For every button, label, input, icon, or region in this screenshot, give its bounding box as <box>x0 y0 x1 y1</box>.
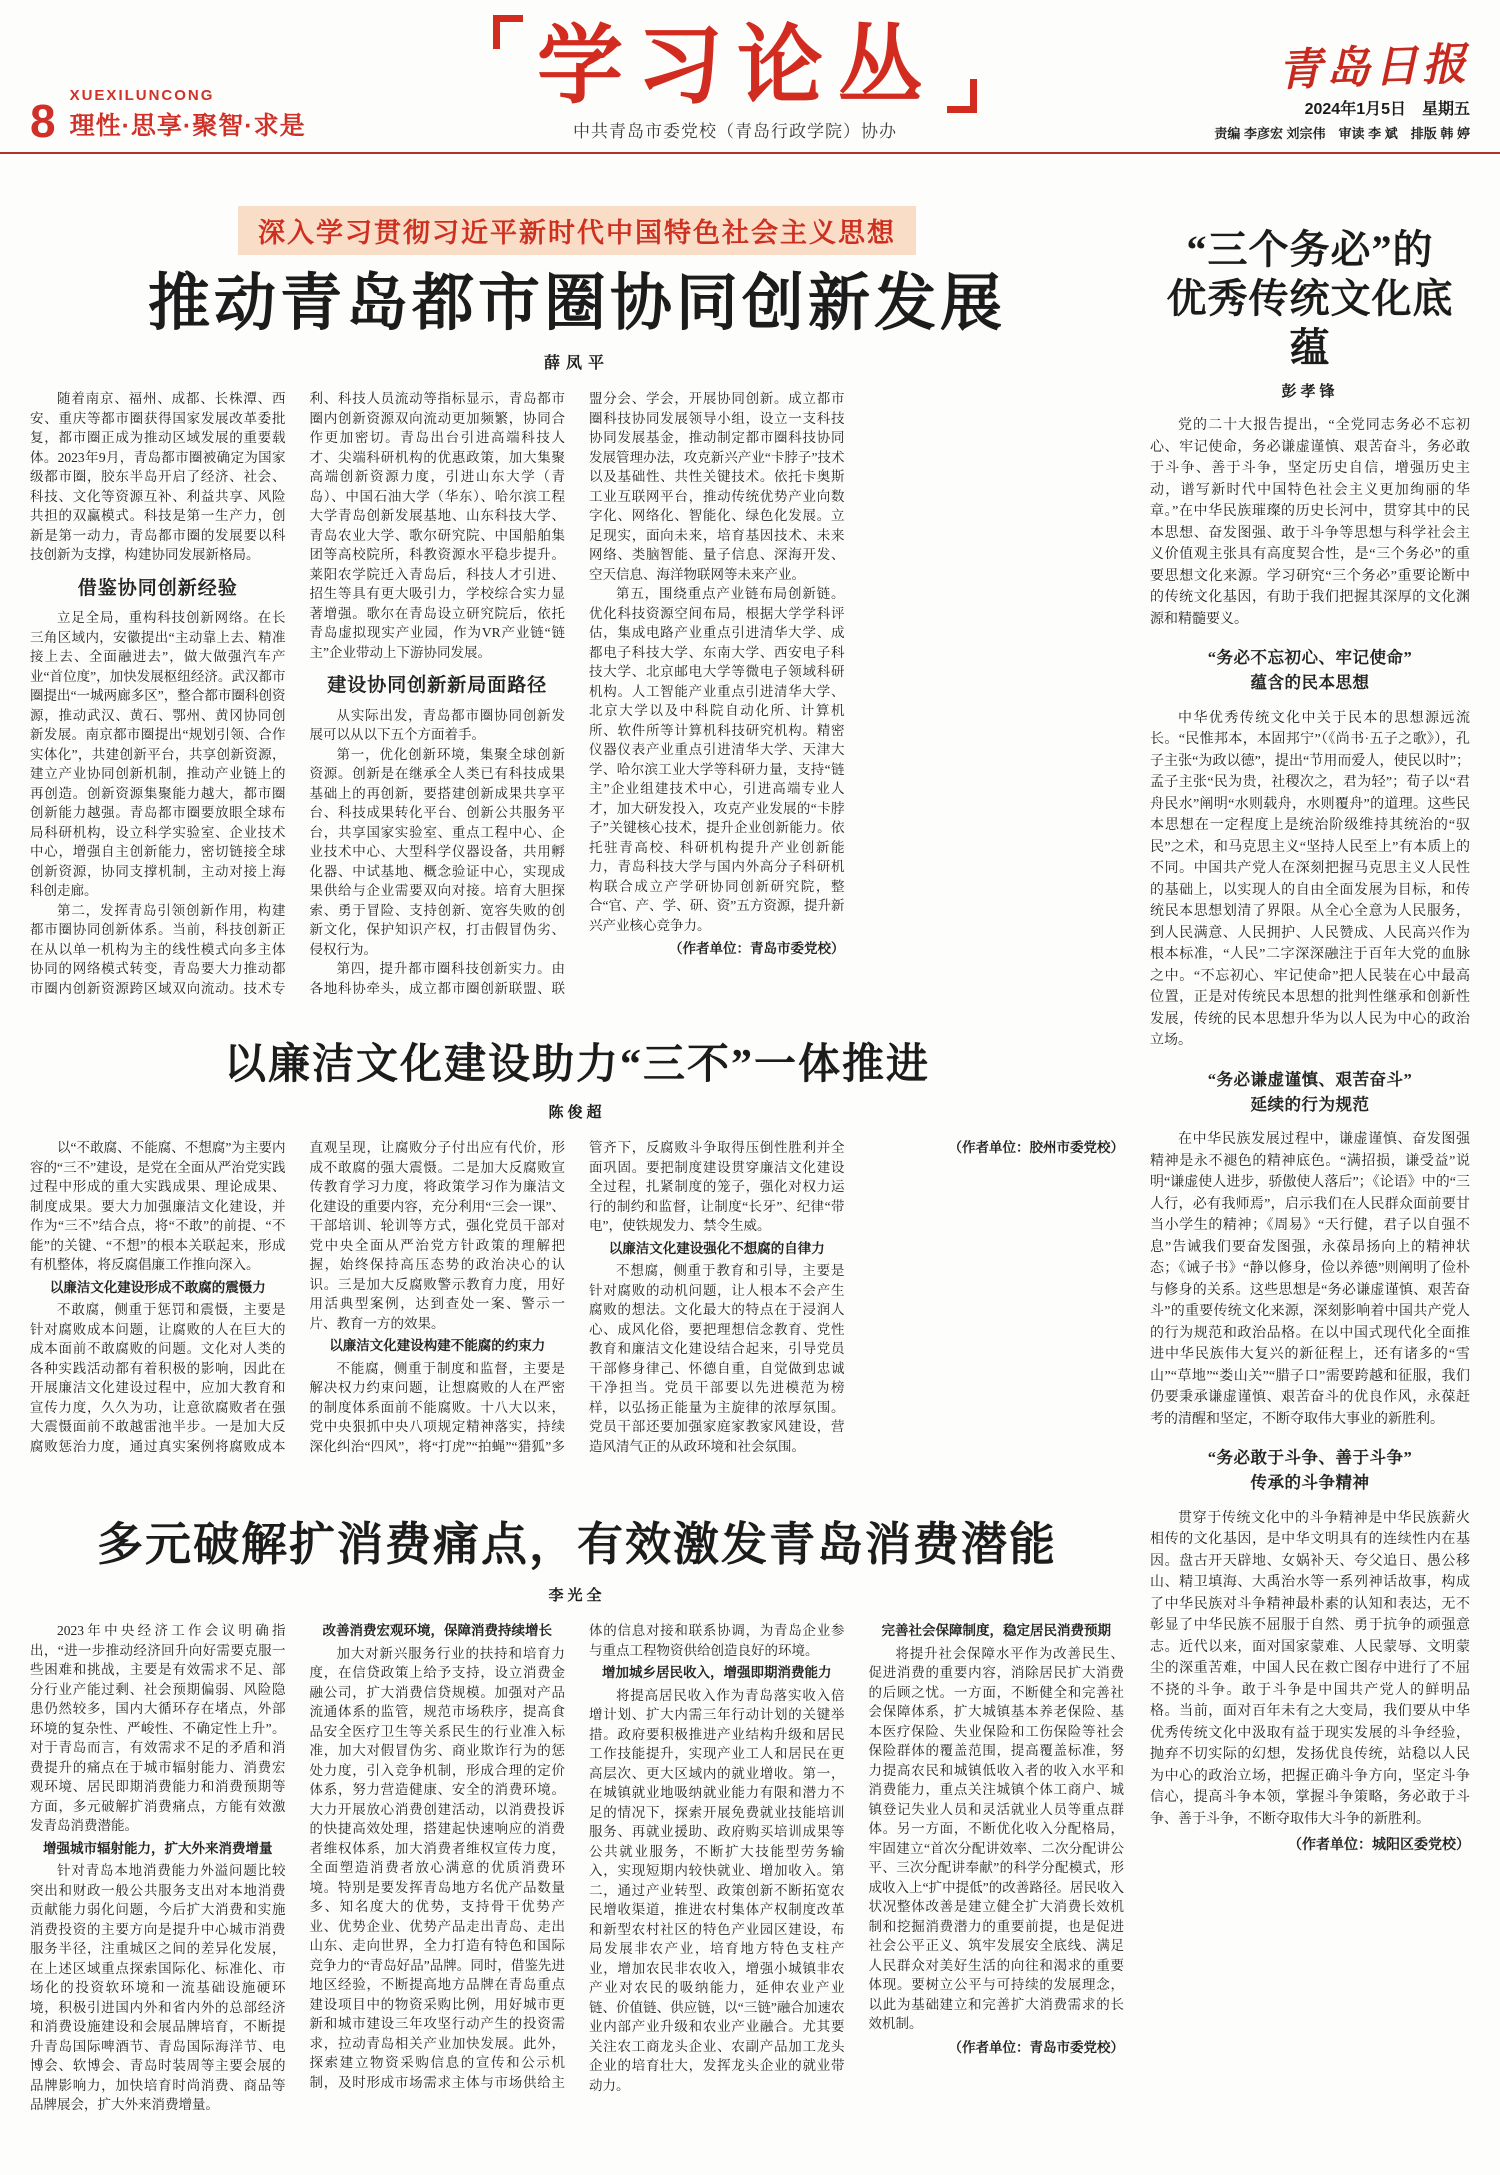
author-attribution: （作者单位：青岛市委党校） <box>948 2039 1124 2055</box>
body-paragraph: 以“不敢腐、不能腐、不想腐”为主要内容的“三不”建设，是党在全面从严治党实践过程中形成的重大实践成果、理论成果、制度成果。要大力加强廉洁文化建设，并作为“三不”结合点，将“不敢”的前提、“不能”的关键、“不想”的根本关联起来，形成有机整体，将反腐倡廉工作推向深入。 <box>30 1140 286 1273</box>
article-byline: 薛凤平 <box>543 355 610 373</box>
article-headline: 多元破解扩消费痛点，有效激发青岛消费潜能 <box>97 1519 1057 1571</box>
page-body <box>0 154 1500 2175</box>
corner-bracket-icon <box>947 79 977 113</box>
page-number: 8 <box>30 94 56 147</box>
section-title: 学习论丛 <box>493 15 977 113</box>
section-pinyin: XUEXILUNCONG <box>69 87 215 104</box>
sidebar-article-three-musts <box>1150 226 1470 2175</box>
headline-line: 优秀传统文化底蕴 <box>1166 275 1454 370</box>
editors-line: 责编 李彦宏 刘宗伟 审读 李 斌 排版 韩 婷 <box>1214 126 1470 141</box>
section-motto: 理性·思享·聚智·求是 <box>69 112 306 140</box>
author-attribution: （作者单位：城阳区委党校） <box>1288 1836 1470 1853</box>
article-metropolitan-innovation <box>30 206 1124 1001</box>
body-paragraph: 2023年中央经济工作会议明确指出，“进一步推动经济回升向好需要克服一些困难和挑战，主要是有效需求不足、部分行业产能过剩、社会预期偏弱、风险隐患仍然较多，国内大循环存在堵点，外部环境的复杂性、严峻性、不确定性上升”。对于青岛而言，有效需求不足的矛盾和消费提升的痛点在于城市辐射能力、消费宏观环境、居民即期消费能力和消费预期等方面，多元破解扩消费痛点，方能有效激发青岛消费潜能。 <box>30 1623 286 1834</box>
body-paragraph: 随着南京、福州、成都、长株潭、西安、重庆等都市圈获得国家发展改革委批复，都市圈正成为推动区域发展的重要载体。2023年9月，青岛都市圈被确定为国家级都市圈，胶东半岛开启了经济、社会、科技、文化等资源互补、利益共享、风险共担的双赢模式。科技是第一生产力，创新是第一动力，青岛都市圈的发展要以科技创新为支撑，构建协同发展新格局。 <box>30 391 286 563</box>
body-paragraph: 第五，围绕重点产业链布局创新链。优化科技资源空间布局，根据大学学科评估，集成电路产业重点引进清华大学、成都电子科技大学、东南大学、西安电子科技大学、北京邮电大学等微电子领域科研机构。人工智能产业重点引进清华大学、北京大学以及中科院自动化所、计算机所、软件所等计算机科技研究机构。精密仪器仪表产业重点引进清华大学、天津大学、哈尔滨工业大学等科研力量，支持“链主”企业组建技术中心，引进高端专业人才，加大研发投入，攻克产业发展的“卡脖子”关键核心技术，提升企业创新能力。依托驻青高校、科研机构提升产业创新能力，青岛科技大学与国内外高分子科研机构联合成立产学研协同创新研究院，整合“官、产、学、研、资”五方资源，提升新兴产业核心竞争力。 <box>589 586 845 933</box>
section-subhead: 增强城市辐射能力，扩大外来消费增量 <box>43 1840 273 1856</box>
body-paragraph: 在中华民族发展过程中，谦虚谨慎、奋发图强精神是永不褪色的精神底色。“满招损，谦受益”说明“谦虚使人进步，骄傲使人落后”；《论语》中的“三人行，必有我师焉”，启示我们在人民群众面前要甘当小学生的精神；《周易》“天行健，君子以自强不息”告诫我们要奋发图强，永葆昂扬向上的精神状态；《诫子书》“静以修身，俭以养德”则阐明了俭朴与修身的关系。这些思想是“务必谦虚谨慎、艰苦奋斗”的重要传统文化来源，深刻影响着中国共产党人的行为规范和政治品格。在以中国式现代化全面推进中华民族伟大复兴的新征程上，还有诸多的“雪山”“草地”“娄山关”“腊子口”需要跨越和征服，我们仍要秉承谦虚谨慎、艰苦奋斗的优良作风，永葆赶考的清醒和坚定，不断夺取伟大事业的新胜利。 <box>1150 1132 1470 1427</box>
body-paragraph: 不想腐，侧重于教育和引导，主要是针对腐败的动机问题，让人根本不会产生腐败的想法。文化最大的特点在于浸润人心、成风化俗，要把理想信念教育、党性教育和廉洁文化建设结合起来，引导党员干部修身律己、怀德自重，自觉做到忠诚干净担当。党员干部要以先进模范为榜样，以弘扬正能量为主旋律的浓厚氛围。党员干部还要加强家庭家教家风建设，营造风清气正的从政环境和社会氛围。 <box>589 1263 845 1454</box>
author-attribution: （作者单位：青岛市委党校） <box>669 941 845 957</box>
corner-bracket-icon <box>493 15 523 49</box>
article-body <box>30 389 1124 1001</box>
section-subhead: 增加城乡居民收入，增强即期消费能力 <box>602 1665 832 1681</box>
body-paragraph: 立足全局，重构科技创新网络。在长三角区域内，安徽提出“主动靠上去、精准接上去、全面融进去”，做大做强汽车产业“首位度”，加快发展枢纽经济。武汉都市圈提出“一城两廊多区”，整合都市圈科创资源，推动武汉、黄石、鄂州、黄冈协同创新发展。南京都市圈提出“规划引领、合作实体化”，共建创新平台，共享创新资源，建立产业协同创新机制，推动产业链上的再创造。创新资源集聚能力越大，都市圈创新能力越强。青岛都市圈要放眼全球布局科研机构，设立科学实验室、企业技术中心，增强自主创新能力，密切链接全球创新资源，协同支撑机制，主动对接上海科创走廊。 <box>30 610 286 899</box>
date-line: 2024年1月5日 星期五 <box>1304 101 1470 118</box>
section-subhead: 以廉洁文化建设形成不敢腐的震慑力 <box>49 1279 266 1295</box>
section-subhead: 以廉洁文化建设强化不想腐的自律力 <box>608 1240 825 1256</box>
author-attribution: （作者单位：胶州市委党校） <box>948 1140 1124 1156</box>
body-paragraph: 将提升社会保障水平作为改善民生、促进消费的重要内容，消除居民扩大消费的后顾之忧。一方面，不断健全和完善社会保障体系，扩大城镇基本养老保险、基本医疗保险、失业保险和工伤保险等社会保险群体的覆盖范围，提高覆盖标准，努力提高农民和城镇低收入者的收入水平和消费能力，重点关注城镇个体工商户、城镇登记失业人员和灵活就业人员等重点群体。另一方面，不断优化收入分配格局，牢固建立“首次分配讲效率、二次分配讲公平、三次分配讲奉献”的科学分配模式，形成收入上“扩中提低”的改善路径。居民收入状况整体改善是建立健全扩大消费长效机制和挖掘消费潜力的重要前提，也是促进社会公平正义、筑牢发展安全底线、满足人民群众对美好生活的向往和渴求的重要体现。要树立公平与可持续的发展理念，以此为基础建立和完善扩大消费需求的长效机制。 <box>868 1645 1124 2032</box>
left-articles-column <box>30 154 1124 2175</box>
body-paragraph: 从实际出发，青岛都市圈协同创新发展可以从以下五个方面着手。 <box>309 707 565 743</box>
article-consumption-potential <box>30 1508 1124 2117</box>
masthead-center <box>360 15 1110 142</box>
article-kicker: 深入学习贯彻习近平新时代中国特色社会主义思想 <box>238 206 916 255</box>
section-subhead: 以廉洁文化建设构建不能腐的约束力 <box>329 1338 546 1354</box>
article-headline <box>1150 226 1470 372</box>
body-paragraph: 中华优秀传统文化中关于民本的思想源远流长。“民惟邦本，本固邦宁”（《尚书·五子之歌》），孔子主张“为政以德”，提出“节用而爱人，使民以时”；孟子主张“民为贵，社稷次之，君为轻”；荀子以“君舟民水”阐明“水则载舟，水则覆舟”的道理。这些民本思想在一定程度上是统治阶级维持其统治的“驭民”之术，和马克思主义“坚持人民至上”有本质上的不同。中国共产党人在深刻把握马克思主义人民性的基础上，以实现人的自由全面发展为目标，和传统民本思想划清了界限。从全心全意为人民服务，到人民满意、人民拥护、人民赞成、人民高兴作为根本标准，“人民”二字深深融注于百年大党的血脉之中。“不忘初心、牢记使命”把人民装在心中最高位置，正是对传统民本思想的批判性继承和创新性发展，传统的民本思想升华为以人民为中心的政治立场。 <box>1150 710 1470 1049</box>
article-body <box>30 1138 1124 1468</box>
section-subhead: 建设协同创新新局面路径 <box>327 675 548 697</box>
section-subhead: “务必敢于斗争、善于斗争” 传承的斗争精神 <box>1207 1448 1413 1493</box>
body-paragraph: 将提高居民收入作为青岛落实收入倍增计划、扩大内需三年行动计划的关键举措。政府要积极推进产业结构升级和居民工作技能提升，实现产业工人和居民在更高层次、更大区域内的就业增收。第一，在城镇就业地吸纳就业能力有限和潜力不足的情况下，探索开展免费就业技能培训服务、再就业援助、政府购买培训成果等公共就业服务，不断扩大技能型劳务输入，实现短期内较快就业、增加收入。第二，通过产业转型、政策创新不断拓宽农民增收渠道，推进农村集体产权制度改革和新型农村社区的特色产业园区建设，布局发展非农产业，培育地方特色支柱产业，增加农民非农收入，增强小城镇非农产业对农民的吸纳能力，延伸农业产业链、价值链、供应链，以“三链”融合加速农业内部产业升级和农业产业融合。尤其要关注农工商龙头企业、农副产品加工龙头企业的培育壮大，发挥龙头企业的就业带动力。 <box>589 1687 845 2093</box>
article-byline: 彭孝锋 <box>1281 384 1339 401</box>
body-paragraph: 党的二十大报告提出，“全党同志务必不忘初心、牢记使命，务必谦虚谨慎、艰苦奋斗，务必敢于斗争、善于斗争，坚定历史自信，增强历史主动，谱写新时代中国特色社会主义更加绚丽的华章。”在中华民族璀璨的历史长河中，贯穿其中的民本思想、奋发图强、敢于斗争等思想与科学社会主义价值观主张具有高度契合性，是“三个务必”的重要思想文化来源。学习研究“三个务必”重要论断中的传统文化基因，有助于我们把握其深厚的文化渊源和精髓要义。 <box>1150 418 1470 627</box>
article-headline: 以廉洁文化建设助力“三不”一体推进 <box>223 1042 930 1089</box>
section-subhead: “务必谦虚谨慎、艰苦奋斗” 延续的行为规范 <box>1207 1069 1413 1114</box>
body-paragraph: 第四，提升都市圈科技创新实力。由各地科协牵头，成立都市圈创新联盟、联盟分会、学会，开展协同创新。成立都市圈科技协同发展领导小组，设立一支科技协同发展基金，推动制定都市圈科技协同发展管理办法，攻克新兴产业“卡脖子”技术以及基础性、共性关键技术。依托卡奥斯工业互联网平台，推动传统优势产业向数字化、网络化、智能化、绿色化发展。立足现实，面向未来，培育基因技术、未来网络、类脑智能、量子信息、深海开发、空天信息、海洋物联网等未来产业。 <box>309 391 845 996</box>
body-paragraph: 第二，发挥青岛引领创新作用，构建都市圈协同创新体系。当前，科技创新正在从以单一机构为主的线性模式向多主体协同的网络模式转变，青岛要大力推动都市圈内创新资源跨区域双向流动。技术专利、科技人员流动等指标显示，青岛都市圈内创新资源双向流动更加频繁，协同合作更加密切。青岛出台引进高端科技人才、尖端科研机构的优惠政策，加大集聚高端创新资源力度，引进山东大学（青岛）、中国石油大学（华东）、哈尔滨工程大学青岛创新发展基地、山东科技大学、青岛农业大学、歌尔研究院、中国船舶集团等高校院所，科教资源水平稳步提升。莱阳农学院迁入青岛后，科技人才引进、招生等具有更大吸引力，学校综合实力显著增强。歌尔在青岛设立研究院后，依托青岛虚拟现实产业园，作为VR产业链“链主”企业带动上下游协同发展。 <box>30 391 565 996</box>
headline-line: “三个务必”的 <box>1186 227 1434 272</box>
article-body <box>30 1621 1124 2117</box>
section-info-block <box>30 87 360 147</box>
body-paragraph: 贯穿于传统文化中的斗争精神是中华民族薪火相传的文化基因，是中华文明具有的连续性内在基因。盘古开天辟地、女娲补天、夸父追日、愚公移山、精卫填海、大禹治水等一系列神话故事，构成了中华民族对斗争精神最朴素的认知和表达，无不彰显了中华民族不屈服于自然、勇于抗争的顽强意志。近代以来，面对国家蒙难、人民蒙辱、文明蒙尘的深重苦难，中国人民在救亡图存中进行了不屈不挠的斗争。敢于斗争是中国共产党人的鲜明品格。当前，面对百年未有之大变局，我们要从中华优秀传统文化中汲取有益于现实发展的斗争经验，抛弃不切实际的幻想，发扬优良传统，站稳以人民为中心的政治立场，把握正确斗争方向，坚定斗争信心，提高斗争本领，掌握斗争策略，务必敢于斗争、善于斗争，不断夺取伟大斗争的新胜利。 <box>1150 1510 1470 1827</box>
body-paragraph: 第一，优化创新环境，集聚全球创新资源。创新是在继承全人类已有科技成果基础上的再创新，要搭建创新成果共享平台、科技成果转化平台、创新公共服务平台，共享国家实验室、重点工程中心、企业技术中心、大型科学仪器设备，共用孵化器、中试基地、概念验证中心，实现成果供给与企业需要双向对接。培育大胆探索、勇于冒险、支持创新、宽容失败的创新文化，保护知识产权，打击假冒伪劣、侵权行为。 <box>309 746 565 957</box>
masthead-right <box>1110 39 1471 142</box>
body-paragraph: 针对青岛本地消费能力外溢问题比较突出和财政一般公共服务支出对本地消费贡献能力弱化问题，今后扩大消费和实施消费投资的主要方向是提升中心城市消费服务半径，注重城区之间的差异化发展，在上述区域重点探索国际化、标准化、市场化的投资软环境和一流基础设施硬环境，积极引进国内外和省内外的总部经济和消费设施建设和会展品牌培育，不断提升青岛国际啤酒节、青岛国际海洋节、电博会、软博会、青岛时装周等主要会展的品牌影响力，加快培育时尚消费、商品等品牌展会，扩大外来消费增量。 <box>30 1863 286 2113</box>
body-paragraph: 不能腐，侧重于制度和监督，主要是解决权力约束问题，让想腐败的人在严密的制度体系面前不能腐败。十八大以来，党中央狠抓中央八项规定精神落实，持续深化纠治“四风”，将“打虎”“拍蝇”“猎狐”多管齐下，反腐败斗争取得压倒性胜利并全面巩固。要把制度建设贯穿廉洁文化建设全过程，扎紧制度的笼子，强化对权力运行的制约和监督，让制度“长牙”、纪律“带电”，使铁规发力、禁令生威。 <box>309 1140 845 1454</box>
article-byline: 陈俊超 <box>548 1105 606 1122</box>
organizer-line: 中共青岛市委党校（青岛行政学院）协办 <box>573 122 897 141</box>
page-header <box>0 0 1500 152</box>
article-body <box>1150 415 1470 2175</box>
section-subhead: “务必不忘初心、牢记使命” 蕴含的民本思想 <box>1207 648 1413 693</box>
article-headline: 推动青岛都市圈协同创新发展 <box>147 270 1006 338</box>
article-integrity-culture <box>30 1031 1124 1468</box>
section-subhead: 改善消费宏观环境，保障消费持续增长 <box>322 1623 552 1639</box>
newspaper-logo: 青岛日报 <box>1277 39 1471 96</box>
section-subhead: 完善社会保障制度，稳定居民消费预期 <box>881 1623 1111 1639</box>
body-paragraph: 加大对新兴服务行业的扶持和培育力度，在信贷政策上给予支持，设立消费金融公司，扩大消费信贷规模。加强对产品流通体系的监管，规范市场秩序，提高食品安全医疗卫生等关系民生的行业准入标准，加大对假冒伪劣、商业欺诈行为的惩处力度，引入竞争机制，形成合理的定价体系，努力营造健康、安全的消费环境。大力开展放心消费创建活动，以消费投诉的快捷高效处理，搭建起快速响应的消费者维权体系，加大消费者维权宣传力度，全面塑造消费者放心满意的优质消费环境。特别是要发挥青岛地方名优产品数量多、知名度大的优势，支持骨干优势产业、优势企业、优势产品走出青岛、走出山东、走向世界，全力打造有特色和国际竞争力的“青岛好品”品牌。同时，借鉴先进地区经验，不断提高地方品牌在青岛重点建设项目中的物资采购比例，用好城市更新和城市建设三年攻坚行动产生的投资需求，拉动青岛相关产业加快发展。此外，探索建立物资采购信息的宣传和公示机制，及时形成市场需求主体与市场供给主体的信息对接和联系协调，为青岛企业参与重点工程物资供给创造良好的环境。 <box>309 1623 845 2090</box>
body-paragraph: 不敢腐，侧重于惩罚和震慑，主要是针对腐败成本问题，让腐败的人在巨大的成本面前不敢腐败的问题。文化对人类的各种实践活动都有着积极的影响，因此在开展廉洁文化建设过程中，应加大教育和宣传力度，久久为功，让意欲腐败者在强大震慑面前不敢越雷池半步。一是加大反腐败惩治力度，通过真实案例将腐败成本直观呈现，让腐败分子付出应有代价，形成不敢腐的强大震慑。二是加大反腐败宣传教育学习力度，将政策学习作为廉洁文化建设的重要内容，充分利用“三会一课”、干部培训、轮训等方式，强化党员干部对党中央全面从严治党方针政策的理解把握，始终保持高压态势的政治决心的认识。三是加大反腐败警示教育力度，用好用活典型案例，达到查处一案、警示一片、教育一方的效果。 <box>30 1140 565 1454</box>
article-byline: 李光全 <box>548 1588 606 1605</box>
section-subhead: 借鉴协同创新经验 <box>77 577 238 599</box>
